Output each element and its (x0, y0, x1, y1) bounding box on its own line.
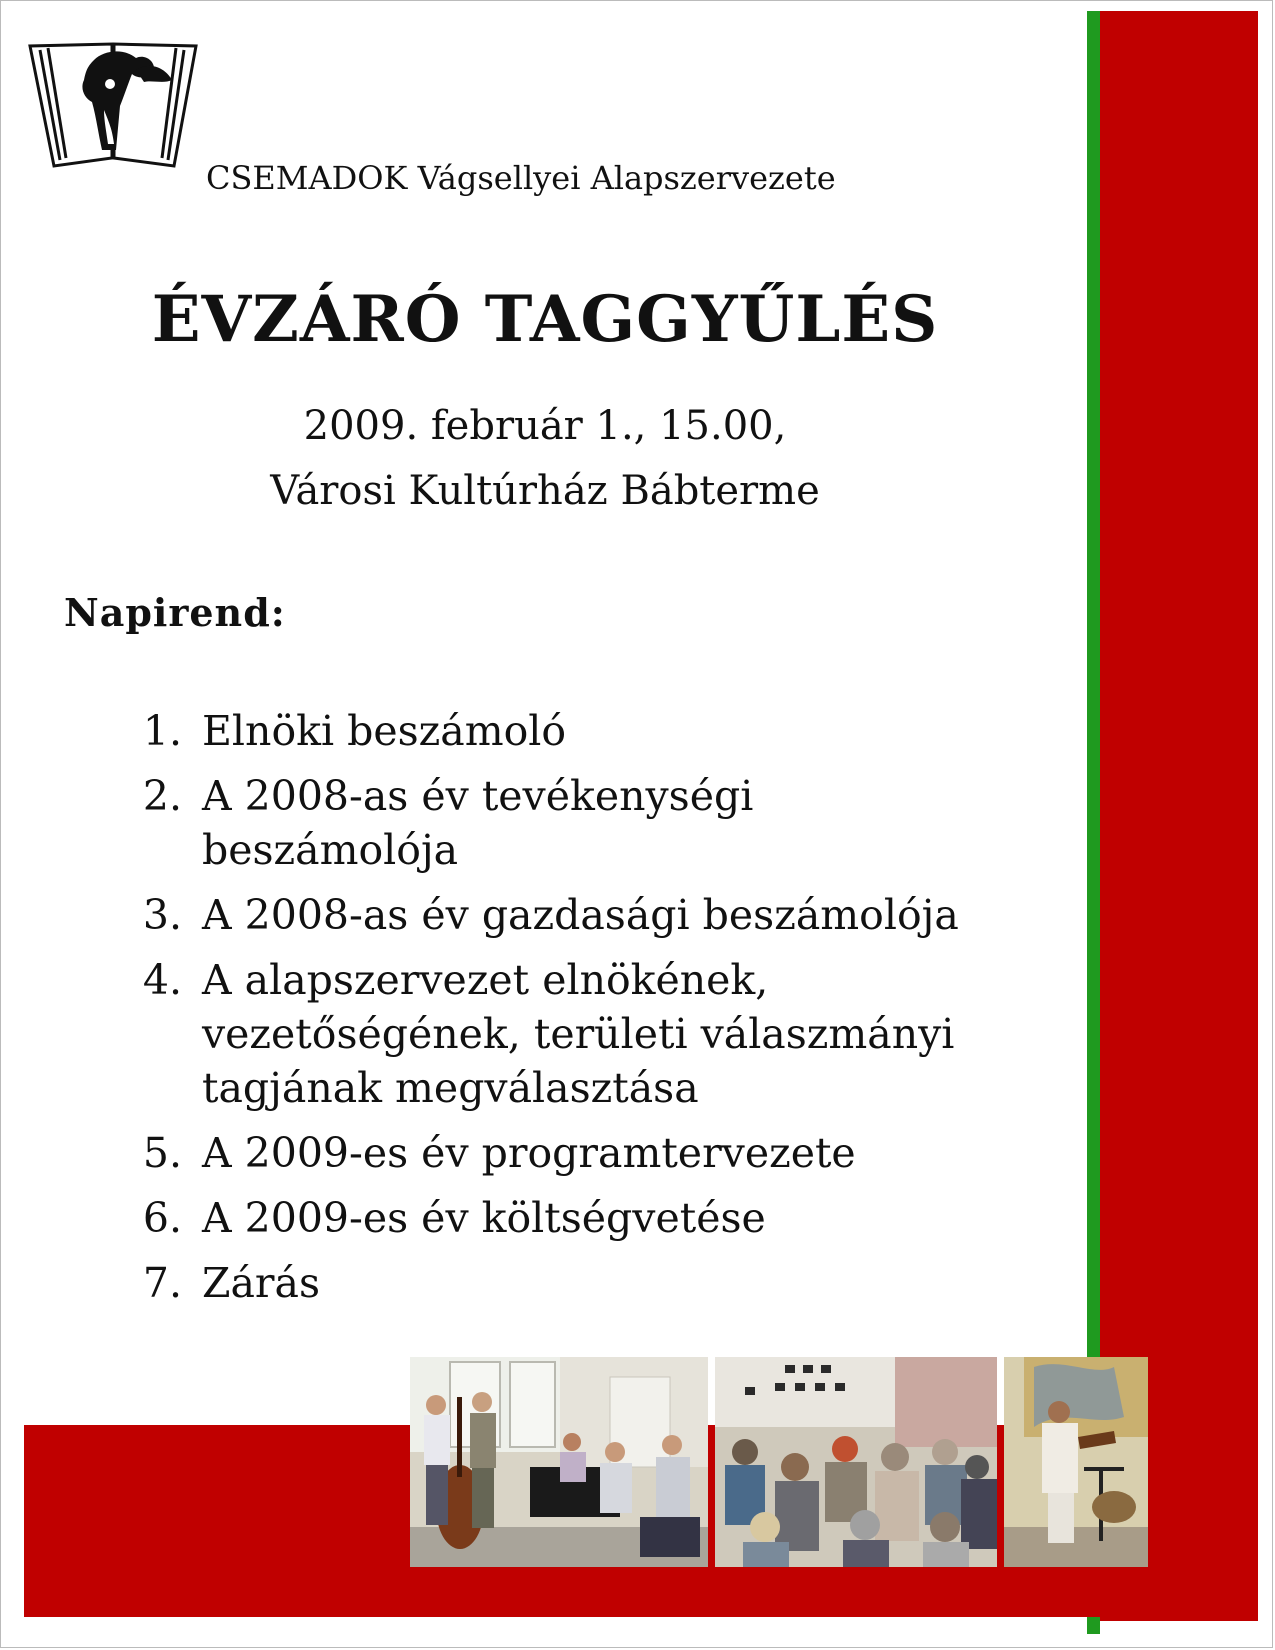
agenda-list (120, 704, 1040, 1321)
csemadok-logo-icon (24, 40, 202, 170)
agenda-item-text: Zárás (202, 1259, 321, 1307)
agenda-item-text: Elnöki beszámoló (202, 707, 567, 755)
agenda-item-number: 1. (142, 707, 182, 755)
agenda-item (120, 1256, 1040, 1310)
event-date-time: 2009. február 1., 15.00, (303, 403, 787, 449)
photo-violinist (1004, 1357, 1148, 1567)
agenda-item-number: 7. (142, 1259, 182, 1307)
agenda-heading: Napirend: (64, 590, 286, 635)
agenda-item-text: A 2009-es év költségvetése (202, 1194, 766, 1242)
event-venue: Városi Kultúrház Bábterme (270, 468, 820, 514)
event-title: ÉVZÁRÓ TAGGYŰLÉS (151, 282, 939, 357)
agenda-item-number: 2. (142, 772, 182, 820)
photo-audience (715, 1357, 997, 1567)
agenda-item-number: 4. (142, 956, 182, 1004)
agenda-item-number: 3. (142, 891, 182, 939)
agenda-item (120, 1126, 1040, 1180)
agenda-item (120, 953, 1040, 1115)
agenda-item-number: 5. (142, 1129, 182, 1177)
agenda-item-text: A 2009-es év programtervezete (202, 1129, 856, 1177)
agenda-item (120, 704, 1040, 758)
photo-musicians (410, 1357, 708, 1567)
agenda-item-text: A 2008-as év tevékenységi beszámolója (202, 772, 754, 874)
agenda-item (120, 1191, 1040, 1245)
agenda-item (120, 769, 1040, 877)
agenda-item-number: 6. (142, 1194, 182, 1242)
agenda-item-text: A alapszervezet elnökének, vezetőségének, területi válaszmányi tagjának megválasztása (202, 956, 955, 1112)
agenda-item (120, 888, 1040, 942)
agenda-item-text: A 2008-as év gazdasági beszámolója (202, 891, 959, 939)
organization-name: CSEMADOK Vágsellyei Alapszervezete (206, 159, 836, 197)
